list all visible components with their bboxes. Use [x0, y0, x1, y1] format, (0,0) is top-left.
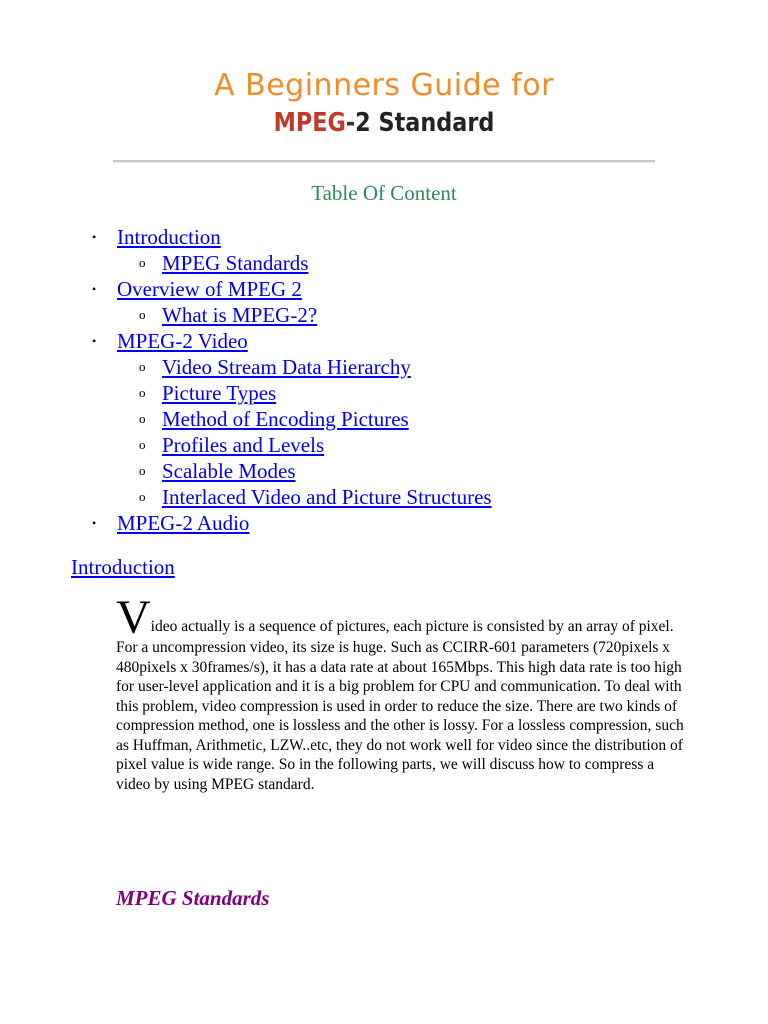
toc-item	[0, 458, 492, 484]
toc-link[interactable]: Overview of MPEG 2	[117, 277, 302, 301]
introduction-paragraph	[116, 591, 692, 794]
hollow-circle-bullet-icon: o	[139, 255, 146, 270]
toc-link[interactable]: Method of Encoding Pictures	[162, 407, 409, 431]
toc-link[interactable]: Scalable Modes	[162, 459, 296, 483]
toc-item	[0, 250, 492, 276]
hollow-circle-bullet-icon: o	[139, 307, 146, 322]
filled-disc-bullet-icon: •	[92, 282, 97, 296]
toc-link[interactable]: Interlaced Video and Picture Structures	[162, 485, 492, 509]
hollow-circle-bullet-icon: o	[139, 463, 146, 478]
toc-item	[0, 276, 492, 302]
toc-link[interactable]: MPEG-2 Video	[117, 329, 248, 353]
toc-item	[0, 406, 492, 432]
hollow-circle-bullet-icon: o	[139, 359, 146, 374]
toc-item	[0, 354, 492, 380]
toc-link[interactable]: What is MPEG-2?	[162, 303, 318, 327]
toc-link[interactable]: Picture Types	[162, 381, 277, 405]
toc-link[interactable]: Video Stream Data Hierarchy	[162, 355, 411, 379]
guide-title-line1: A Beginners Guide for	[214, 68, 554, 103]
toc-link[interactable]: Profiles and Levels	[162, 433, 325, 457]
title-mpeg: MPEG	[273, 108, 346, 138]
table-of-contents	[0, 224, 492, 536]
introduction-text: ideo actually is a sequence of pictures, each picture is consisted by an array of pixel. For a uncompression video, its size is huge. Such as CCIRR-601 parameters (720pixels x 480pixels x 30frames/s), it has a data rate at about 165Mbps. This high data rate is too high for user-level application and it is a big problem for CPU and communication. To deal with this problem, video compression is used in order to reduce the size. There are two kinds of compression method, one is lossless and the other is lossy. For a lossless compression, such as Huffman, Arithmetic, LZW..etc, they do not work well for video since the distribution of pixel value is wide range. So in the following parts, we will discuss how to compress a video by using MPEG standard.	[116, 618, 684, 793]
mpeg-standards-heading: MPEG Standards	[116, 886, 270, 910]
toc-title: Table Of Content	[311, 181, 457, 205]
toc-item	[0, 328, 492, 354]
hollow-circle-bullet-icon: o	[139, 437, 146, 452]
filled-disc-bullet-icon: •	[92, 230, 97, 244]
title-standard: 2 Standard	[355, 108, 495, 138]
toc-item	[0, 302, 492, 328]
hollow-circle-bullet-icon: o	[139, 385, 146, 400]
title-dash: -	[345, 108, 356, 138]
toc-item	[0, 484, 492, 510]
toc-item	[0, 380, 492, 406]
hollow-circle-bullet-icon: o	[139, 489, 146, 504]
introduction-heading-link[interactable]: Introduction	[71, 555, 175, 579]
header-divider	[113, 160, 655, 163]
drop-cap: V	[116, 591, 151, 644]
toc-link[interactable]: Introduction	[117, 225, 221, 249]
toc-item	[0, 432, 492, 458]
guide-title-line2	[54, 108, 714, 138]
toc-item	[0, 510, 492, 536]
toc-link[interactable]: MPEG Standards	[162, 251, 309, 275]
toc-link[interactable]: MPEG-2 Audio	[117, 511, 250, 535]
filled-disc-bullet-icon: •	[92, 516, 97, 530]
toc-item	[0, 224, 492, 250]
hollow-circle-bullet-icon: o	[139, 411, 146, 426]
filled-disc-bullet-icon: •	[92, 334, 97, 348]
